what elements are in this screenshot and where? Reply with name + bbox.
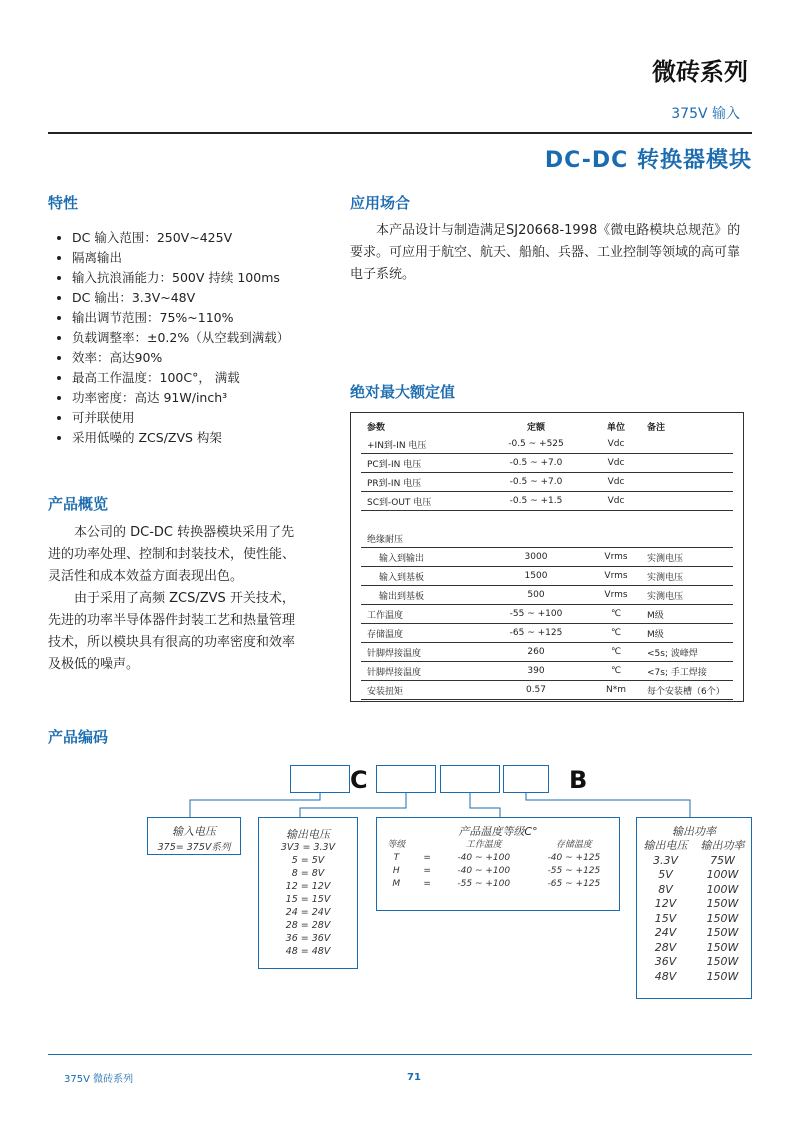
power-value: 150W xyxy=(706,940,739,954)
temp-grade-cell: -40 ~ +100 xyxy=(457,866,511,876)
ratings-param: PR到-IN 电压 xyxy=(361,473,481,492)
feature-item: • 可并联使用 xyxy=(72,408,352,428)
feature-item: • DC 输入范围：250V~425V xyxy=(72,228,352,248)
output-power-box xyxy=(636,817,752,999)
output-voltage-item: 15 = 15V xyxy=(285,894,331,905)
output-voltage-list xyxy=(259,841,357,958)
ratings-unit: ℃ xyxy=(591,662,641,681)
output-voltage-item: 48 = 48V xyxy=(285,946,331,957)
power-value: 75W xyxy=(710,853,735,867)
power-row xyxy=(637,868,751,883)
feature-item: • 输入抗浪涌能力：500V 持续 100ms xyxy=(72,268,352,288)
ratings-header-note: 备注 xyxy=(647,422,666,433)
feature-item: • 负载调整率：±0.2%（从空载到满载） xyxy=(72,328,352,348)
power-value: 150W xyxy=(706,926,739,939)
power-row xyxy=(637,941,751,956)
temp-header-eq xyxy=(416,839,439,852)
ratings-unit: Vdc xyxy=(591,454,641,473)
power-voltage: 5V xyxy=(658,868,673,881)
output-voltage-title: 输出电压 xyxy=(286,828,330,841)
ratings-param: 输出到基板 xyxy=(361,586,481,605)
ratings-note: <5s; 波峰焊 xyxy=(641,643,733,662)
input-voltage-box xyxy=(147,817,241,855)
power-value: 100W xyxy=(706,882,739,896)
subtitle: 375V 输入 xyxy=(671,106,740,122)
temp-header-operating: 工作温度 xyxy=(465,840,502,850)
output-voltage-item: 3V3 = 3.3V xyxy=(280,842,336,853)
power-voltage: 28V xyxy=(654,940,677,954)
ratings-param: 针脚焊接温度 xyxy=(361,662,481,681)
power-row xyxy=(637,926,751,941)
ratings-param: 工作温度 xyxy=(361,605,481,624)
ratings-note: 实测电压 xyxy=(641,586,733,605)
overview-paragraph-1: 本公司的 DC-DC 转换器模块采用了先进的功率处理、控制和封装技术，使性能、灵活性和成本效益方面表现出色。 xyxy=(48,525,296,584)
power-row xyxy=(637,912,751,927)
ratings-value: 3000 xyxy=(481,548,591,567)
power-voltage: 8V xyxy=(658,882,673,896)
feature-item: • DC 输出：3.3V~48V xyxy=(72,288,352,308)
ratings-param: SC到-OUT 电压 xyxy=(361,492,481,511)
power-voltage: 24V xyxy=(654,926,677,939)
connector-temp xyxy=(470,793,500,817)
power-row xyxy=(637,970,751,985)
power-voltage: 48V xyxy=(654,969,677,983)
temp-grade-cell: -55 ~ +100 xyxy=(457,879,511,889)
ratings-param: 输入到基板 xyxy=(361,567,481,586)
ratings-note: 实测电压 xyxy=(641,567,733,586)
ratings-unit: ℃ xyxy=(591,624,641,643)
temp-grade-cell: H xyxy=(392,866,400,876)
ratings-value: -0.5 ~ +7.0 xyxy=(481,473,591,492)
ratings-value: 0.57 xyxy=(481,681,591,700)
output-voltage-item: 28 = 28V xyxy=(285,920,331,931)
ratings-note: M级 xyxy=(641,624,733,643)
overview-paragraph-2: 由于采用了高频 ZCS/ZVS 开关技术，先进的功率半导体器件封装工艺和热量管理技术，所以模块具有很高的功率密度和效率及极低的噪声。 xyxy=(48,591,296,672)
ratings-unit: Vdc xyxy=(591,492,641,511)
ratings-unit: Vdc xyxy=(591,473,641,492)
footer-series: 375V 微砖系列 xyxy=(64,1074,134,1085)
power-row xyxy=(637,854,751,869)
temp-grade-cell: -55 ~ +125 xyxy=(547,866,601,876)
ratings-unit: Vrms xyxy=(591,586,641,605)
temp-grade-cell: = xyxy=(423,879,431,889)
ratings-header-rating: 定额 xyxy=(526,422,545,433)
output-voltage-item: 24 = 24V xyxy=(285,907,331,918)
ratings-note: 实测电压 xyxy=(641,548,733,567)
temp-grade-title: 产品温度等级C° xyxy=(458,825,538,838)
temp-header-grade: 等级 xyxy=(387,840,406,850)
ratings-unit: Vdc xyxy=(591,435,641,454)
power-value: 150W xyxy=(706,955,739,968)
power-voltage: 36V xyxy=(654,955,677,968)
temp-grade-cell: = xyxy=(423,866,431,876)
ratings-value: 500 xyxy=(481,586,591,605)
ratings-group-label: 绝缘耐压 xyxy=(361,529,733,548)
power-value: 100W xyxy=(706,868,739,881)
coding-heading: 产品编码 xyxy=(48,728,109,746)
power-value: 150W xyxy=(706,969,739,983)
page-number: 71 xyxy=(407,1072,421,1083)
ratings-value: -65 ~ +125 xyxy=(481,624,591,643)
temp-grade-cell: -40 ~ +125 xyxy=(547,853,601,863)
ratings-value: 390 xyxy=(481,662,591,681)
temp-grade-row xyxy=(377,865,619,878)
temp-grade-cell: = xyxy=(423,853,431,863)
features-heading: 特性 xyxy=(48,194,79,212)
page-title: DC-DC 转换器模块 xyxy=(544,148,752,173)
power-value: 150W xyxy=(706,897,739,910)
ratings-param: 存储温度 xyxy=(361,624,481,643)
input-voltage-line: 375= 375V系列 xyxy=(157,842,231,853)
temp-grade-table xyxy=(377,839,619,891)
temp-grade-cell: M xyxy=(392,879,401,889)
feature-item: • 采用低噪的 ZCS/ZVS 构架 xyxy=(72,428,352,448)
feature-item: • 功率密度：高达 91W/inch³ xyxy=(72,388,352,408)
output-voltage-item: 5 = 5V xyxy=(291,855,325,866)
code-letter-c: C xyxy=(350,766,368,794)
ratings-unit: ℃ xyxy=(591,605,641,624)
power-value: 150W xyxy=(706,911,739,925)
ratings-param: PC到-IN 电压 xyxy=(361,454,481,473)
temp-grade-header-row xyxy=(377,839,619,852)
temp-grade-cell: -65 ~ +125 xyxy=(547,879,601,889)
temp-header-storage: 存储温度 xyxy=(555,840,592,850)
footer-rule xyxy=(48,1054,752,1055)
output-voltage-item: 12 = 12V xyxy=(285,881,331,892)
power-header-power: 输出功率 xyxy=(700,839,745,852)
temp-grade-rows xyxy=(377,852,619,891)
ratings-unit: ℃ xyxy=(591,643,641,662)
ratings-param: +IN到-IN 电压 xyxy=(361,435,481,454)
ratings-unit: N*m xyxy=(591,681,641,700)
power-row xyxy=(637,897,751,912)
power-header-row xyxy=(637,839,751,854)
series-title: 微砖系列 xyxy=(652,58,748,86)
ratings-header-param: 参数 xyxy=(367,422,386,433)
temp-grade-row xyxy=(377,852,619,865)
temp-grade-cell: -40 ~ +100 xyxy=(457,853,511,863)
ratings-param: 安装扭矩 xyxy=(361,681,481,700)
temp-grade-box xyxy=(376,817,620,911)
output-power-table xyxy=(637,839,751,984)
ratings-value: -0.5 ~ +7.0 xyxy=(481,454,591,473)
power-voltage: 15V xyxy=(654,911,677,925)
ratings-value: -0.5 ~ +525 xyxy=(481,435,591,454)
code-letter-b: B xyxy=(569,766,588,794)
power-row xyxy=(637,955,751,970)
output-voltage-item: 8 = 8V xyxy=(291,868,325,879)
ratings-header-unit: 单位 xyxy=(606,422,625,433)
ratings-note: <7s; 手工焊接 xyxy=(641,662,733,681)
feature-item: • 最高工作温度：100C°， 满载 xyxy=(72,368,352,388)
ratings-value: -0.5 ~ +1.5 xyxy=(481,492,591,511)
ratings-value: -55 ~ +100 xyxy=(481,605,591,624)
power-voltage: 12V xyxy=(654,897,677,910)
power-header-voltage: 输出电压 xyxy=(643,839,688,852)
ratings-param: 输入到输出 xyxy=(361,548,481,567)
feature-item: • 输出调节范围：75%~110% xyxy=(72,308,352,328)
overview-heading: 产品概览 xyxy=(48,495,109,513)
output-power-title: 输出功率 xyxy=(672,825,716,838)
power-voltage: 3.3V xyxy=(652,853,679,867)
ratings-note: 每个安装槽（6个） xyxy=(641,681,733,700)
ratings-unit: Vrms xyxy=(591,567,641,586)
ratings-unit: Vrms xyxy=(591,548,641,567)
temp-grade-cell: T xyxy=(393,853,400,863)
input-voltage-title: 输入电压 xyxy=(172,825,216,838)
power-row xyxy=(637,883,751,898)
application-heading: 应用场合 xyxy=(350,194,411,212)
output-voltage-box xyxy=(258,817,358,969)
ratings-note: M级 xyxy=(641,605,733,624)
application-paragraph: 本产品设计与制造满足SJ20668-1998《微电路模块总规范》的要求。可应用于航空、航天、船舶、兵器、工业控制等领域的高可靠电子系统。 xyxy=(350,223,741,282)
feature-item: • 效率：高达90% xyxy=(72,348,352,368)
feature-item: • 隔离输出 xyxy=(72,248,352,268)
connector-output xyxy=(300,793,406,817)
ratings-value: 260 xyxy=(481,643,591,662)
temp-grade-row xyxy=(377,878,619,891)
ratings-value: 1500 xyxy=(481,567,591,586)
ratings-param: 针脚焊接温度 xyxy=(361,643,481,662)
output-voltage-item: 36 = 36V xyxy=(285,933,331,944)
connector-power xyxy=(526,793,690,817)
ratings-heading: 绝对最大额定值 xyxy=(350,383,456,401)
power-rows xyxy=(637,854,751,985)
